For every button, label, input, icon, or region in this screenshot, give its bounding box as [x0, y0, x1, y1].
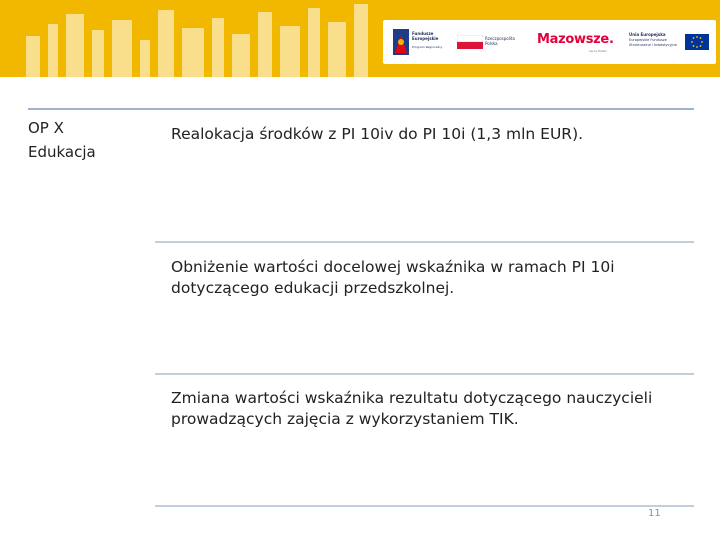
polish-flag-icon	[457, 35, 483, 49]
eu-flag-subtitle: Europejskie Fundusze Strukturalne i Inwestycyjne	[629, 38, 677, 47]
eu-flag-logo	[627, 20, 713, 64]
list-item: Zmiana wartości wskaźnika rezultatu dotyczącego nauczycieli prowadzących zajęcia z wykorzystaniem TIK.	[171, 389, 653, 428]
banner-decoration	[280, 26, 300, 77]
banner-decoration	[158, 10, 174, 77]
banner-decoration	[354, 4, 368, 77]
banner-decoration	[66, 14, 84, 77]
polish-flag-title: Rzeczpospolita Polska	[485, 36, 515, 46]
row-divider	[155, 373, 694, 375]
banner-decoration	[48, 24, 58, 77]
mazowsze-title: Mazowsze.	[537, 32, 614, 47]
logo-strip	[383, 20, 716, 64]
eu-funds-title: Fundusze Europejskie	[412, 31, 439, 41]
eu-flag-title: Unia Europejska	[629, 32, 666, 37]
eu-funds-icon	[393, 29, 409, 55]
eu-funds-subtitle: Program Regionalny	[412, 45, 443, 49]
side-label	[28, 116, 96, 164]
header-banner	[0, 0, 720, 77]
mazowsze-subtitle: serce Polski	[589, 49, 607, 53]
eu-flag-icon	[685, 34, 709, 50]
row-divider	[155, 505, 694, 507]
polish-flag-logo	[453, 20, 531, 64]
banner-decoration	[308, 8, 320, 77]
mazowsze-logo	[535, 20, 619, 64]
list-item: Obniżenie wartości docelowej wskaźnika w ramach PI 10i dotyczącego edukacji przedszkolnej.	[171, 258, 615, 297]
banner-decoration	[258, 12, 272, 77]
banner-decoration	[112, 20, 132, 77]
side-label-line1: OP X	[28, 119, 64, 137]
list-item: Realokacja środków z PI 10iv do PI 10i (1,3 mln EUR).	[171, 125, 584, 143]
banner-decoration	[140, 40, 150, 77]
page-number: 11	[648, 508, 661, 519]
row-divider	[155, 241, 694, 243]
banner-decoration	[328, 22, 346, 77]
banner-decoration	[232, 34, 250, 77]
header-divider	[28, 108, 694, 110]
banner-decoration	[92, 30, 104, 77]
banner-decoration	[26, 36, 40, 77]
banner-decoration	[212, 18, 224, 77]
eu-funds-logo	[391, 20, 455, 64]
side-label-line2: Edukacja	[28, 143, 96, 161]
banner-decoration	[182, 28, 204, 77]
